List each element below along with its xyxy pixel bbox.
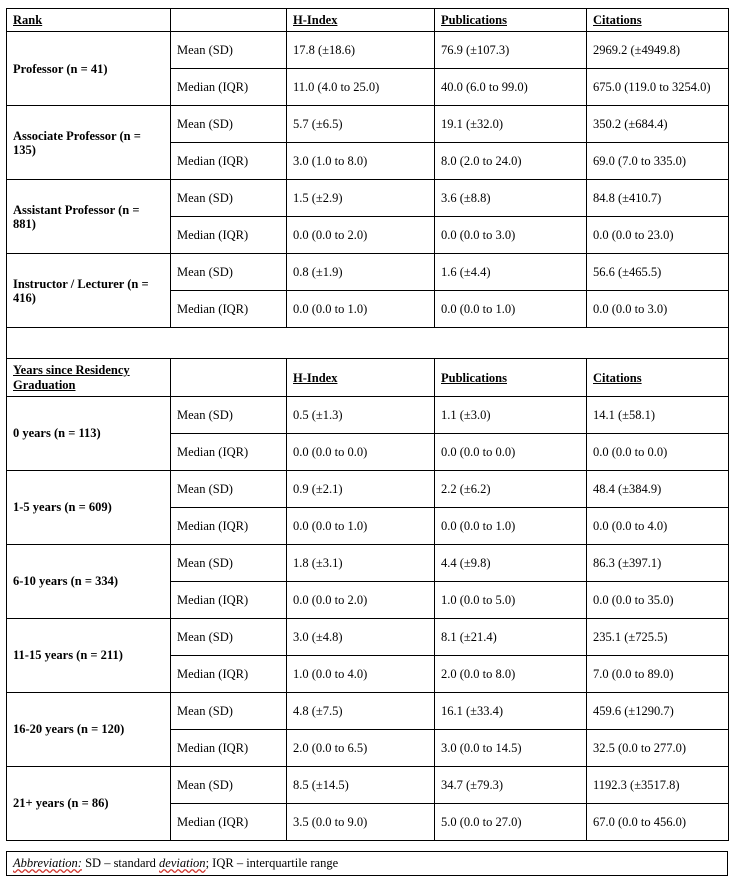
cell-publications: 3.6 (±8.8) — [435, 180, 587, 217]
cell-citations: 675.0 (119.0 to 3254.0) — [587, 69, 729, 106]
row-category: 6-10 years (n = 334) — [7, 545, 171, 619]
cell-h-index: 11.0 (4.0 to 25.0) — [287, 69, 435, 106]
cell-publications: 0.0 (0.0 to 3.0) — [435, 217, 587, 254]
cell-citations: 56.6 (±465.5) — [587, 254, 729, 291]
row-stat: Median (IQR) — [171, 291, 287, 328]
footnote-row — [7, 852, 728, 876]
table-row — [7, 693, 729, 730]
cell-h-index: 0.0 (0.0 to 1.0) — [287, 508, 435, 545]
row-stat: Mean (SD) — [171, 32, 287, 69]
row-category: Professor (n = 41) — [7, 32, 171, 106]
row-stat: Median (IQR) — [171, 69, 287, 106]
row-stat: Mean (SD) — [171, 767, 287, 804]
row-category: Instructor / Lecturer (n = 416) — [7, 254, 171, 328]
cell-h-index: 5.7 (±6.5) — [287, 106, 435, 143]
row-stat: Mean (SD) — [171, 471, 287, 508]
cell-publications: 0.0 (0.0 to 0.0) — [435, 434, 587, 471]
column-header-citations: Citations — [587, 9, 729, 32]
cell-citations: 84.8 (±410.7) — [587, 180, 729, 217]
row-category: 0 years (n = 113) — [7, 397, 171, 471]
cell-citations: 14.1 (±58.1) — [587, 397, 729, 434]
cell-citations: 2969.2 (±4949.8) — [587, 32, 729, 69]
cell-h-index: 0.8 (±1.9) — [287, 254, 435, 291]
spacer-cell — [7, 328, 729, 359]
cell-publications: 4.4 (±9.8) — [435, 545, 587, 582]
cell-citations: 0.0 (0.0 to 0.0) — [587, 434, 729, 471]
cell-h-index: 0.0 (0.0 to 0.0) — [287, 434, 435, 471]
row-stat: Median (IQR) — [171, 217, 287, 254]
cell-h-index: 1.5 (±2.9) — [287, 180, 435, 217]
cell-h-index: 0.0 (0.0 to 2.0) — [287, 217, 435, 254]
column-header-citations: Citations — [587, 359, 729, 397]
row-stat: Mean (SD) — [171, 545, 287, 582]
column-header-years-since-residency: Years since Residency Graduation — [7, 359, 171, 397]
cell-h-index: 3.5 (0.0 to 9.0) — [287, 804, 435, 841]
column-header-publications: Publications — [435, 359, 587, 397]
cell-citations: 0.0 (0.0 to 23.0) — [587, 217, 729, 254]
cell-publications: 40.0 (6.0 to 99.0) — [435, 69, 587, 106]
row-stat: Mean (SD) — [171, 254, 287, 291]
row-stat: Median (IQR) — [171, 143, 287, 180]
table-row — [7, 767, 729, 804]
row-stat: Median (IQR) — [171, 804, 287, 841]
cell-citations: 32.5 (0.0 to 277.0) — [587, 730, 729, 767]
table-spacer-row — [7, 328, 729, 359]
cell-citations: 0.0 (0.0 to 3.0) — [587, 291, 729, 328]
column-header-publications: Publications — [435, 9, 587, 32]
cell-publications: 2.0 (0.0 to 8.0) — [435, 656, 587, 693]
column-header-rank: Rank — [7, 9, 171, 32]
row-stat: Median (IQR) — [171, 434, 287, 471]
cell-citations: 48.4 (±384.9) — [587, 471, 729, 508]
row-category: 16-20 years (n = 120) — [7, 693, 171, 767]
cell-h-index: 0.9 (±2.1) — [287, 471, 435, 508]
cell-publications: 8.1 (±21.4) — [435, 619, 587, 656]
footnote-table — [6, 851, 728, 876]
cell-publications: 1.1 (±3.0) — [435, 397, 587, 434]
row-stat: Mean (SD) — [171, 619, 287, 656]
footnote-emphasis: deviation — [159, 856, 206, 871]
cell-citations: 0.0 (0.0 to 35.0) — [587, 582, 729, 619]
column-header-stat — [171, 9, 287, 32]
cell-h-index: 2.0 (0.0 to 6.5) — [287, 730, 435, 767]
cell-h-index: 3.0 (±4.8) — [287, 619, 435, 656]
table-row — [7, 397, 729, 434]
table-header-row — [7, 9, 729, 32]
table-row — [7, 471, 729, 508]
cell-citations: 67.0 (0.0 to 456.0) — [587, 804, 729, 841]
cell-citations: 459.6 (±1290.7) — [587, 693, 729, 730]
cell-publications: 1.6 (±4.4) — [435, 254, 587, 291]
table-row — [7, 619, 729, 656]
row-stat: Median (IQR) — [171, 582, 287, 619]
cell-h-index: 1.8 (±3.1) — [287, 545, 435, 582]
row-category: 11-15 years (n = 211) — [7, 619, 171, 693]
column-header-stat — [171, 359, 287, 397]
cell-publications: 16.1 (±33.4) — [435, 693, 587, 730]
cell-publications: 34.7 (±79.3) — [435, 767, 587, 804]
table-footnote-gap — [6, 841, 730, 851]
cell-h-index: 0.0 (0.0 to 1.0) — [287, 291, 435, 328]
row-category: Associate Professor (n = 135) — [7, 106, 171, 180]
table-header-row — [7, 359, 729, 397]
cell-citations: 235.1 (±725.5) — [587, 619, 729, 656]
cell-publications: 0.0 (0.0 to 1.0) — [435, 291, 587, 328]
cell-citations: 69.0 (7.0 to 335.0) — [587, 143, 729, 180]
cell-publications: 19.1 (±32.0) — [435, 106, 587, 143]
cell-citations: 7.0 (0.0 to 89.0) — [587, 656, 729, 693]
column-header-h-index: H-Index — [287, 9, 435, 32]
table-row — [7, 180, 729, 217]
cell-publications: 5.0 (0.0 to 27.0) — [435, 804, 587, 841]
table-row — [7, 545, 729, 582]
cell-h-index: 8.5 (±14.5) — [287, 767, 435, 804]
cell-h-index: 0.5 (±1.3) — [287, 397, 435, 434]
rank-table — [6, 8, 729, 841]
cell-publications: 3.0 (0.0 to 14.5) — [435, 730, 587, 767]
cell-citations: 1192.3 (±3517.8) — [587, 767, 729, 804]
row-stat: Median (IQR) — [171, 730, 287, 767]
row-stat: Mean (SD) — [171, 180, 287, 217]
table-row — [7, 254, 729, 291]
row-stat: Median (IQR) — [171, 508, 287, 545]
cell-h-index: 3.0 (1.0 to 8.0) — [287, 143, 435, 180]
row-stat: Mean (SD) — [171, 693, 287, 730]
cell-citations: 86.3 (±397.1) — [587, 545, 729, 582]
cell-publications: 76.9 (±107.3) — [435, 32, 587, 69]
cell-h-index: 0.0 (0.0 to 2.0) — [287, 582, 435, 619]
row-stat: Median (IQR) — [171, 656, 287, 693]
cell-publications: 1.0 (0.0 to 5.0) — [435, 582, 587, 619]
cell-citations: 350.2 (±684.4) — [587, 106, 729, 143]
row-category: 1-5 years (n = 609) — [7, 471, 171, 545]
row-stat: Mean (SD) — [171, 106, 287, 143]
cell-h-index: 17.8 (±18.6) — [287, 32, 435, 69]
table-row — [7, 106, 729, 143]
row-category: Assistant Professor (n = 881) — [7, 180, 171, 254]
footnote-cell — [7, 852, 728, 876]
cell-publications: 2.2 (±6.2) — [435, 471, 587, 508]
row-stat: Mean (SD) — [171, 397, 287, 434]
cell-publications: 8.0 (2.0 to 24.0) — [435, 143, 587, 180]
footnote-label: Abbreviation: — [13, 856, 82, 871]
cell-h-index: 4.8 (±7.5) — [287, 693, 435, 730]
column-header-h-index: H-Index — [287, 359, 435, 397]
cell-h-index: 1.0 (0.0 to 4.0) — [287, 656, 435, 693]
cell-publications: 0.0 (0.0 to 1.0) — [435, 508, 587, 545]
cell-citations: 0.0 (0.0 to 4.0) — [587, 508, 729, 545]
footnote-text: SD – standard deviation; IQR – interquartile range — [81, 856, 339, 871]
row-category: 21+ years (n = 86) — [7, 767, 171, 841]
table-row — [7, 32, 729, 69]
